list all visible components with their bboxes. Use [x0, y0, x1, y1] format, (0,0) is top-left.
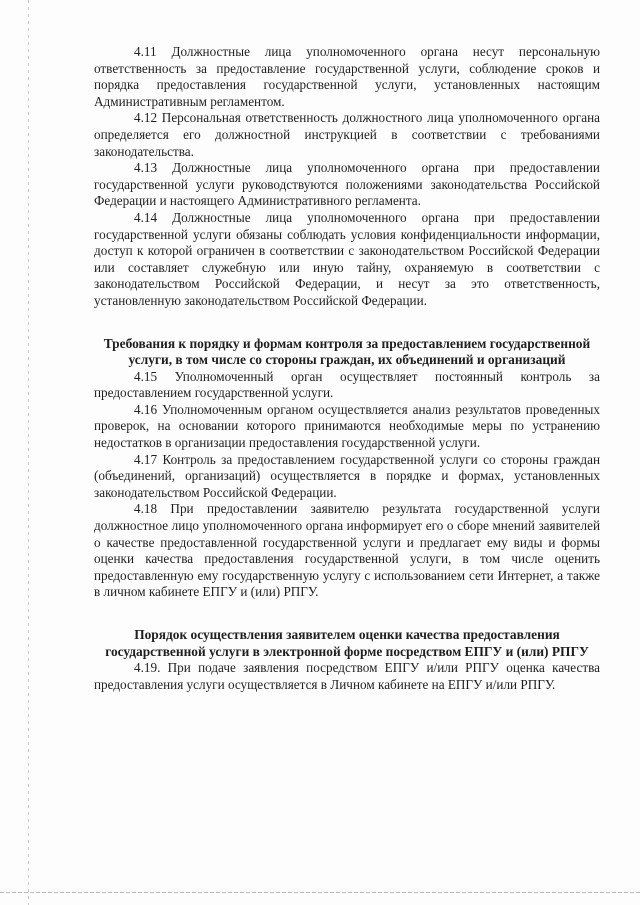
section-heading-quality-assessment: Порядок осуществления заявителем оценки качества предоставления государственной услуги в электронной форме посредством ЕПГУ и (или) РПГУ: [105, 627, 589, 659]
paragraph-4-16: 4.16 Уполномоченным органом осуществляется анализ результатов проведенных проверок, на основании которого принимаются необходимые меры по устранению недостатков в организации предоставления государственной услуги.: [94, 401, 600, 451]
paragraph-4-19: 4.19. При подаче заявления посредством ЕПГУ и/или РПГУ оценка качества предоставления услуги осуществляется в Личном кабинете на ЕПГУ и/или РПГУ.: [94, 660, 600, 692]
scan-bottom-edge: [0, 892, 640, 893]
paragraph-4-13: 4.13 Должностные лица уполномоченного органа при предоставлении государственной услуги руководствуются положениями законодательства Российской Федерации и настоящего Административного регламента.: [94, 160, 600, 209]
paragraph-4-18: 4.18 При предоставлении заявителю результата государственной услуги должностное лицо уполномоченного органа информирует его о сборе мнений заявителей о качестве предоставленной государственной услуги и предлагает ему виды и формы оценки качества предоставления государственной услуги, в том числе оценить предоставленную ему государственную услугу с использованием сети Интернет, а также в личном кабинете ЕПГУ и (или) РПГУ.: [94, 501, 600, 600]
document-body: [94, 44, 600, 693]
paragraph-4-12: 4.12 Персональная ответственность должностного лица уполномоченного органа определяется его должностной инструкцией в соответствии с требованиями законодательства.: [94, 110, 600, 159]
paragraph-4-11: 4.11 Должностные лица уполномоченного органа несут персональную ответственность за предоставление государственной услуги, соблюдение сроков и порядка предоставления государственной услуги, установленных настоящим Административным регламентом.: [94, 44, 600, 109]
scan-edge-mark: [28, 0, 29, 905]
paragraph-4-14: 4.14 Должностные лица уполномоченного органа при предоставлении государственной услуги обязаны соблюдать условия конфиденциальности информации, доступ к которой ограничен в соответствии с законодательством Российской Федерации или составляет служебную или иную тайну, охраняемую в соответствии с законодательством Российской Федерации, и несут за это ответственность, установленную законодательством Российской Федерации.: [94, 209, 600, 308]
section-heading-control: Требования к порядку и формам контроля за предоставлением государственной услуги, в том числе со стороны граждан, их объединений и организаций: [103, 335, 591, 368]
paragraph-4-15: 4.15 Уполномоченный орган осуществляет постоянный контроль за предоставлением государственной услуги.: [94, 368, 600, 401]
paragraph-4-17: 4.17 Контроль за предоставлением государственной услуги со стороны граждан (объединений, организаций) осуществляется в порядке и формах, установленных законодательством Российской Федерации.: [94, 451, 600, 500]
